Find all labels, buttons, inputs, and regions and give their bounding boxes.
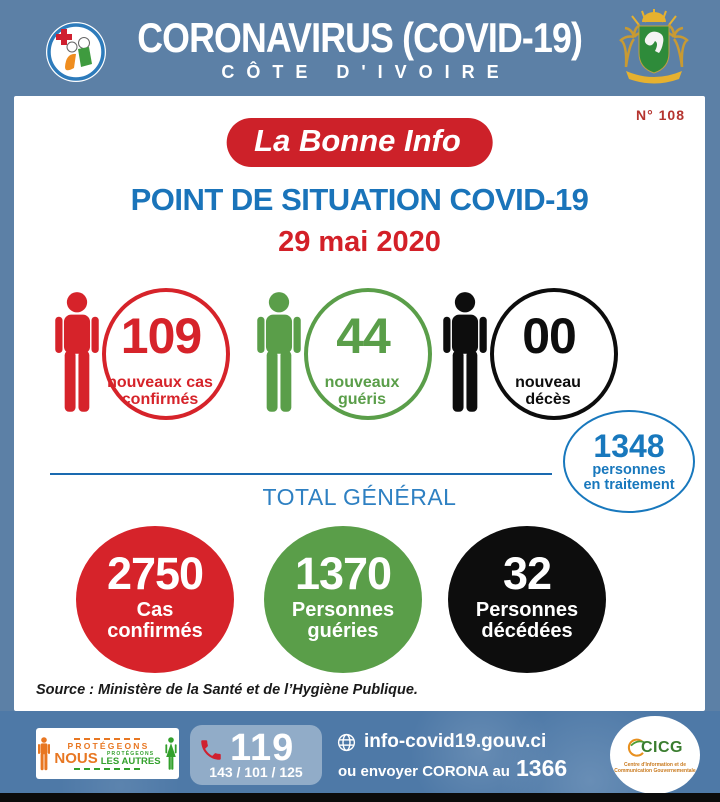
dashed-divider — [74, 738, 140, 740]
la-bonne-info-badge: La Bonne Info — [226, 118, 493, 167]
stat-value: 44 — [336, 308, 390, 364]
protegeons-text: PROTÉGEONS NOUS PROTÉGEONS LES AUTRES — [54, 737, 160, 771]
stat-value: 109 — [120, 308, 202, 364]
phone-numbers-alt: 143 / 101 / 125 — [209, 764, 303, 780]
stat-label: nouveaux cas confirmés — [107, 374, 213, 408]
total-label: Personnes décédées — [475, 598, 579, 642]
stat-label: personnes en traitement — [583, 461, 675, 493]
info-card — [14, 96, 705, 711]
footer — [0, 711, 720, 793]
cicg-logo: CICG Centre d'Information et de Communication Gouvernementale — [610, 716, 700, 794]
phone-number-main: 119 — [230, 727, 295, 769]
header — [0, 0, 720, 96]
cicg-caption: Centre d'Information et de Communication Gouvernementale — [614, 762, 696, 774]
divider-line — [50, 473, 552, 475]
website-url: info-covid19.gouv.ci — [364, 731, 547, 752]
total-value: 2750 — [106, 547, 204, 599]
protegeons-logo — [36, 728, 179, 779]
orange-person-icon — [36, 736, 52, 772]
phone-icon — [198, 737, 224, 763]
total-label: Cas confirmés — [107, 598, 203, 642]
total-value: 1370 — [294, 547, 392, 599]
total-heading: TOTAL GÉNÉRAL — [262, 484, 457, 510]
page-subtitle: CÔTE D'IVOIRE — [221, 62, 511, 82]
dashed-divider — [74, 768, 140, 770]
report-heading: POINT DE SITUATION COVID-19 — [130, 182, 589, 217]
total-value: 32 — [502, 547, 552, 599]
stat-label: nouveau décès — [515, 374, 581, 408]
issue-number: N° 108 — [636, 107, 685, 123]
sms-instruction: ou envoyer CORONA au 1366 — [338, 755, 568, 781]
stat-new-recovered — [242, 284, 442, 429]
page-title: CORONAVIRUS (COVID-19) — [137, 14, 583, 61]
source-text: Source : Ministère de la Santé et de l’Hygiène Publique. — [36, 682, 418, 698]
bottom-black-bar — [0, 793, 720, 802]
emergency-phone-box — [190, 725, 322, 785]
globe-icon — [336, 732, 357, 753]
stat-new-confirmed-cases — [40, 284, 240, 429]
sms-number: 1366 — [515, 755, 568, 781]
stat-value: 1348 — [593, 427, 665, 464]
total-label: Personnes guéries — [291, 598, 395, 642]
total-recovered — [264, 526, 422, 673]
report-date: 29 mai 2020 — [278, 226, 441, 258]
stat-new-deaths — [428, 284, 628, 429]
coat-of-arms-icon — [614, 5, 694, 91]
stat-label: nouveaux guéris — [324, 374, 400, 408]
total-deaths — [448, 526, 606, 673]
stat-value: 00 — [522, 308, 576, 364]
total-confirmed-cases — [76, 526, 234, 673]
green-person-icon — [163, 736, 179, 772]
